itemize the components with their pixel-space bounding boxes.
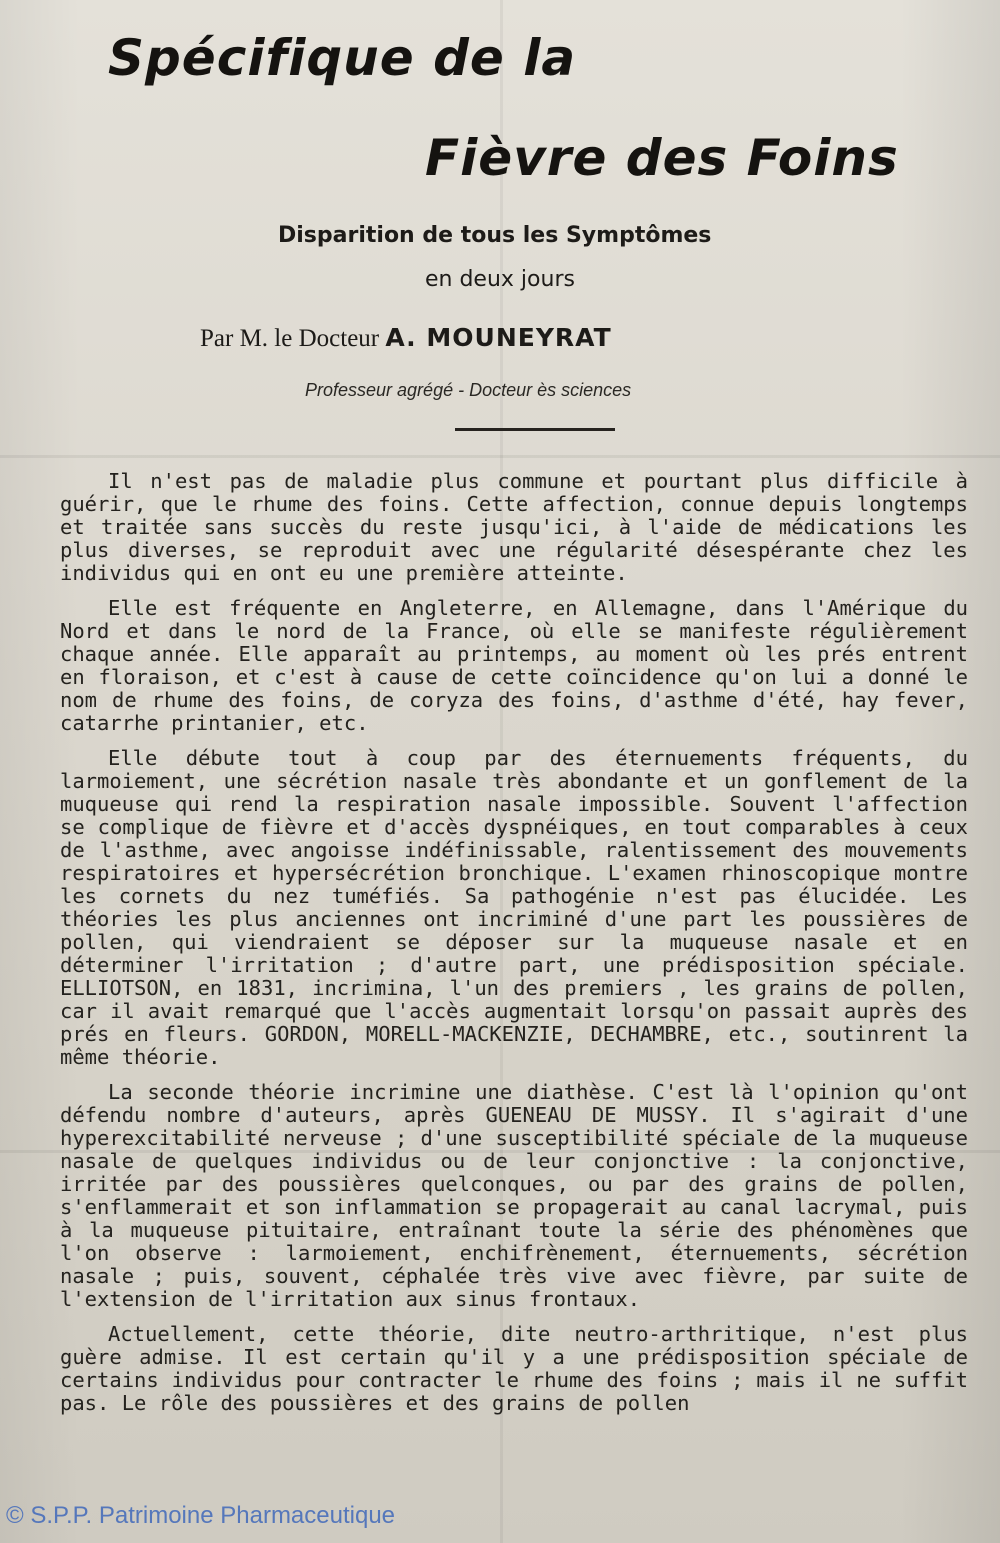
author-credentials: Professeur agrégé - Docteur ès sciences — [305, 380, 632, 400]
copyright-watermark: © S.P.P. Patrimoine Pharmaceutique — [6, 1502, 396, 1529]
section-divider — [455, 428, 615, 431]
paragraph-3: Elle débute tout à coup par des éternuements fréquents, du larmoiement, une sécrétion nasale très abondante et un gonflement de la muqueuse qui rend la respiration nasale impossible. Souvent l'affection se complique de fièvre et d'accès dyspnéiques, en tout comparables à ceux de l'asthme, avec angoisse indéfinissable, ralentissement des mouvements respiratoires et hypersécrétion bronchique. L'examen rhinoscopique montre les cornets du nez tuméfiés. Sa pathogénie n'est pas élucidée. Les théories les plus anciennes ont incriminé d'une part les poussières de pollen, qui viendraient se déposer sur la muqueuse nasale et en déterminer l'irritation ; d'autre part, une prédisposition spéciale. ELLIOTSON, en 1831, incrimina, l'un des premiers , les grains de pollen, car il avait remarqué que l'accès augmentait lorsqu'on passait auprès des prés en fleurs. GORDON, MORELL-MACKENZIE, DECHAMBRE, etc., soutinrent la même théorie. — [60, 746, 968, 1069]
article-body — [60, 470, 968, 1427]
paragraph-2: Elle est fréquente en Angleterre, en Allemagne, dans l'Amérique du Nord et dans le nord de la France, où elle se manifeste régulièrement chaque année. Elle apparaît au printemps, au moment où les prés entrent en floraison, et c'est à cause de cette coïncidence qu'on lui a donné le nom de rhume des foins, de coryza des foins, d'asthme d'été, hay fever, catarrhe printanier, etc. — [60, 596, 968, 735]
document-title-line-1: Spécifique de la — [108, 29, 577, 87]
author-prefix: Par M. le Docteur — [200, 325, 380, 352]
paragraph-5: Actuellement, cette théorie, dite neutro-arthritique, n'est plus guère admise. Il est certain qu'il y a une prédisposition spéciale de certains individus pour contracter le rhume des foins ; mais il ne suffit pas. Le rôle des poussières et des grains de pollen — [60, 1322, 968, 1415]
document-title-line-2: Fièvre des Foins — [425, 129, 899, 187]
author-name: A. MOUNEYRAT — [385, 323, 612, 352]
paragraph-1: Il n'est pas de maladie plus commune et pourtant plus difficile à guérir, que le rhume des foins. Cette affection, connue depuis longtemps et traitée sans succès du reste jusqu'ici, à l'aide de médications les plus diverses, se reproduit avec une régularité désespérante chez les individus qui en ont eu une première atteinte. — [60, 469, 968, 585]
paragraph-4: La seconde théorie incrimine une diathèse. C'est là l'opinion qu'ont défendu nombre d'auteurs, après GUENEAU DE MUSSY. Il s'agirait d'une hyperexcitabilité nerveuse ; d'une susceptibilité spéciale de la muqueuse nasale de quelques individus ou de leur conjonctive : la conjonctive, irritée par des poussières quelconques, ou par des grains de pollen, s'enflammerait et son inflammation se propagerait au canal lacrymal, puis à la muqueuse pituitaire, entraînant toute la série des phénomènes que l'on observe : larmoiement, enchifrènement, éternuements, sécrétion nasale ; puis, souvent, céphalée très vive avec fièvre, par suite de l'extension de l'irritation aux sinus frontaux. — [60, 1080, 968, 1311]
subtitle-line-2: en deux jours — [425, 267, 575, 292]
subtitle-line-1: Disparition de tous les Symptômes — [278, 223, 712, 248]
author-line — [200, 322, 612, 355]
